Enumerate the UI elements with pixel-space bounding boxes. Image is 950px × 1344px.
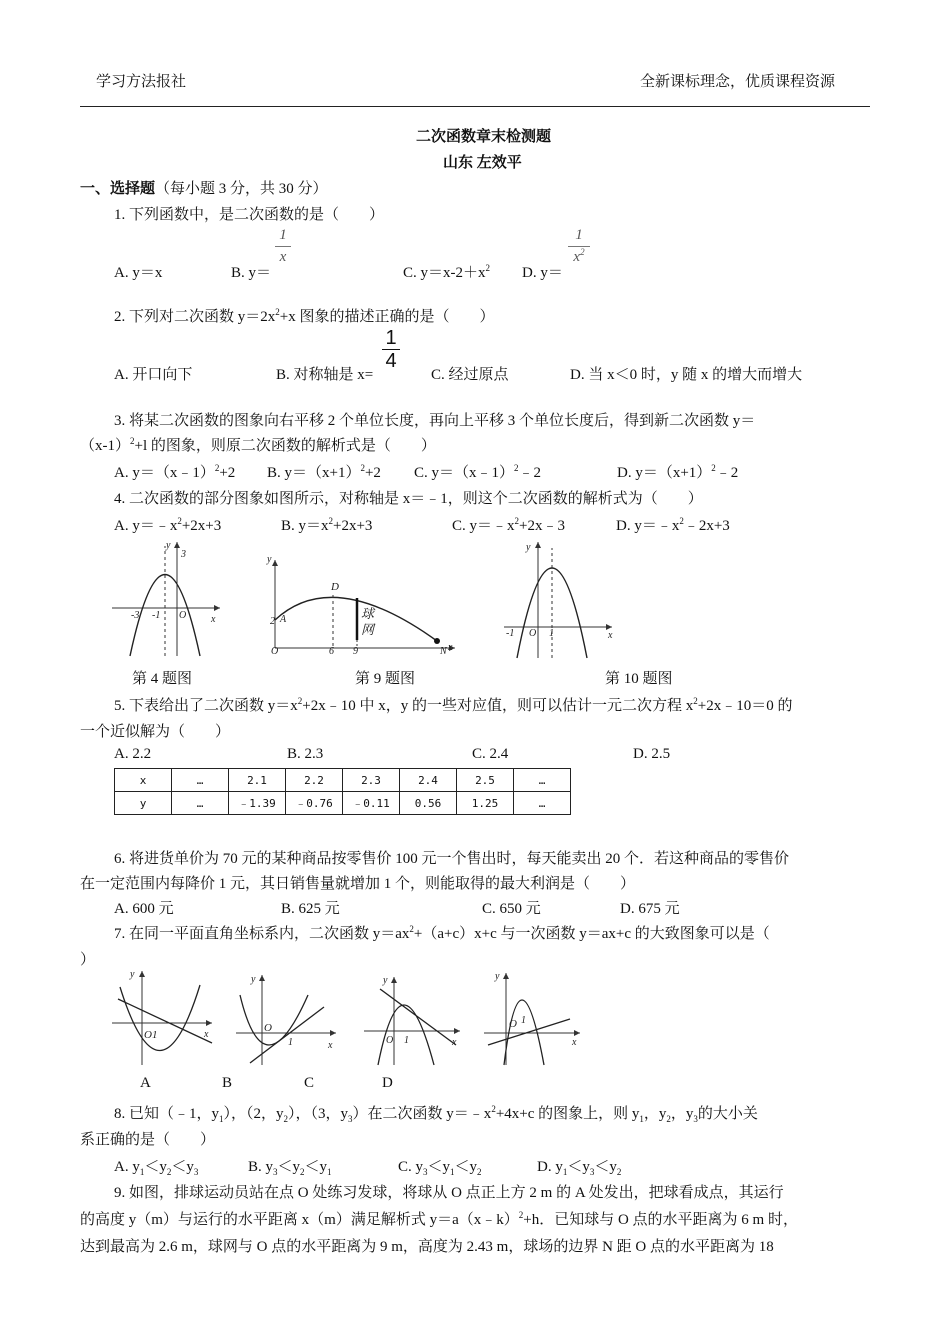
svg-text:x: x — [608, 630, 613, 641]
svg-text:N: N — [440, 646, 447, 657]
figure-q9 — [265, 550, 465, 658]
q5-option-d: D. 2.5 — [633, 746, 671, 762]
q8-option-d: D. $y_1<y_3<y_2$ — [537, 1159, 622, 1177]
svg-text:9: 9 — [353, 646, 358, 657]
svg-text:1: 1 — [404, 1035, 409, 1046]
q5-line2: 一个近似解为（ ） — [80, 724, 231, 740]
q4-option-d: D. $y=﹣x^2﹣2x+3$ — [616, 516, 730, 534]
q3-option-d: D. $y=(x+1)^2﹣2$ — [617, 463, 739, 481]
table-row-x — [115, 769, 571, 792]
svg-text:x: x — [452, 1037, 457, 1048]
q1-option-d: D. y＝ — [522, 265, 563, 281]
svg-text:x: x — [572, 1037, 577, 1048]
svg-text:y: y — [495, 971, 500, 982]
svg-text:1: 1 — [549, 628, 554, 639]
table-cell: ﹣0.11 — [343, 792, 400, 815]
svg-text:O: O — [179, 610, 187, 621]
q8-line2: 系正确的是（ ） — [80, 1132, 216, 1148]
svg-text:O: O — [529, 628, 537, 639]
table-cell: 2.5 — [457, 769, 514, 792]
table-cell: 2.3 — [343, 769, 400, 792]
publisher-name: 学习方法报社 — [96, 74, 187, 90]
figure-q10 — [500, 538, 620, 660]
q8-option-b: B. $y_3<y_2<y_1$ — [248, 1159, 332, 1177]
q1-fraction-b: 1 x — [275, 227, 291, 266]
figure-q7-b — [232, 965, 342, 1067]
q6-option-c: C. 650 元 — [482, 901, 541, 917]
doc-title: 二次函数章末检测题 — [416, 129, 552, 145]
q1-fraction-d: 1 $x^2$ — [568, 227, 590, 266]
q7-line1: 7. 在同一平面直角坐标系内，二次函数 $y=ax^2+(a+c)x+c$ 与一次函数 y＝ax+c 的大致图象可以是（ — [114, 924, 770, 942]
svg-text:2: 2 — [270, 616, 275, 627]
q5-line1: 5. 下表给出了二次函数 $y=x^2+2x﹣10$ 中 x，y 的一些对应值，则可以估计一元二次方程 $x^2+2x﹣10=0$ 的 — [114, 696, 793, 714]
q3-option-c: C. y＝（x﹣1）$^2$﹣2 — [414, 463, 542, 481]
q1-option-b: B. y＝ — [231, 265, 272, 281]
q7-line2: ） — [80, 952, 96, 968]
figure-q7-a — [108, 965, 218, 1067]
svg-text:x: x — [211, 614, 216, 625]
q7-label-c: C — [304, 1075, 315, 1091]
table-cell: … — [172, 769, 229, 792]
svg-text:y: y — [166, 540, 171, 551]
svg-text:1: 1 — [288, 1037, 293, 1048]
q9-line1: 9. 如图，排球运动员站在点 O 处练习发球，将球从 O 点正上方 2 m 的 A 处发出，把球看成点，其运行 — [114, 1185, 784, 1201]
table-cell: 1.25 — [457, 792, 514, 815]
q8-option-c: C. $y_3<y_1<y_2$ — [398, 1159, 482, 1177]
svg-text:1: 1 — [521, 1015, 526, 1026]
q3-line1: 3. 将某二次函数的图象向右平移 2 个单位长度，再向上平移 3 个单位长度后，得到新二次函数 y＝ — [114, 413, 756, 429]
svg-text:-1: -1 — [506, 628, 515, 639]
table-cell: 2.2 — [286, 769, 343, 792]
svg-text:O: O — [386, 1035, 394, 1046]
svg-text:O: O — [271, 646, 279, 657]
svg-text:网: 网 — [361, 622, 375, 637]
svg-text:y: y — [130, 969, 135, 980]
svg-text:A: A — [280, 614, 287, 625]
q6-option-d: D. 675 元 — [620, 901, 680, 917]
svg-text:6: 6 — [329, 646, 334, 657]
svg-text:y: y — [526, 542, 531, 553]
q4-stem: 4. 二次函数的部分图象如图所示，对称轴是 x＝﹣1，则这个二次函数的解析式为（ ） — [114, 491, 703, 507]
svg-text:y: y — [267, 554, 272, 565]
table-cell: y — [115, 792, 172, 815]
figure-q7-d — [480, 965, 585, 1067]
q6-line2: 在一定范围内每降价 1 元，其日销售量就增加 1 个，则能取得的最大利润是（ ） — [80, 876, 636, 892]
q2-fraction: 1 4 — [382, 328, 400, 371]
svg-text:O1: O1 — [144, 1029, 158, 1041]
q1-stem: 1. 下列函数中，是二次函数的是（ ） — [114, 207, 385, 223]
table-row-y — [115, 792, 571, 815]
q3-line2: $(x-1)^2+l$ 的图象，则原二次函数的解析式是（ ） — [80, 436, 436, 454]
figure-q4 — [108, 538, 228, 660]
q8-option-a: A. $y_1<y_2<y_3$ — [114, 1159, 199, 1177]
q5-option-a: A. 2.2 — [114, 746, 152, 762]
svg-text:x: x — [328, 1040, 333, 1051]
q6-option-b: B. 625 元 — [281, 901, 340, 917]
q6-option-a: A. 600 元 — [114, 901, 174, 917]
q4-option-b: B. $y=x^2+2x+3$ — [281, 516, 373, 534]
table-cell: 0.56 — [400, 792, 457, 815]
q2-option-b: B. 对称轴是 x= — [276, 367, 374, 383]
q7-label-a: A — [140, 1075, 151, 1091]
header-slogan: 全新课标理念，优质课程资源 — [640, 74, 836, 90]
table-cell: ﹣1.39 — [229, 792, 286, 815]
q5-option-b: B. 2.3 — [287, 746, 324, 762]
svg-text:3: 3 — [181, 549, 186, 560]
table-cell: … — [514, 792, 571, 815]
q6-line1: 6. 将进货单价为 70 元的某种商品按零售价 100 元一个售出时，每天能卖出 20 个．若这种商品的零售价 — [114, 851, 790, 867]
header-rule — [80, 106, 870, 107]
svg-text:O: O — [509, 1018, 517, 1030]
q5-value-table — [114, 768, 571, 815]
svg-text:x: x — [204, 1029, 209, 1040]
table-cell: … — [172, 792, 229, 815]
q2-stem: 2. 下列对二次函数 $y=2x^2+x$ 图象的描述正确的是（ ） — [114, 307, 495, 325]
q5-option-c: C. 2.4 — [472, 746, 509, 762]
svg-text:-1: -1 — [152, 610, 161, 621]
svg-text:D: D — [331, 581, 339, 593]
table-cell: x — [115, 769, 172, 792]
svg-text:球: 球 — [361, 606, 375, 621]
figure-q9-caption: 第 9 题图 — [355, 671, 416, 687]
q4-option-c: C. $y=﹣x^2+2x﹣3$ — [452, 516, 565, 534]
q9-line3: 达到最高为 2.6 m，球网与 O 点的水平距离为 9 m，高度为 2.43 m，球场的边界 N 距 O 点的水平距离为 18 — [80, 1239, 774, 1255]
q1-option-a: A. y＝x — [114, 265, 163, 281]
table-cell: … — [514, 769, 571, 792]
figure-q4-caption: 第 4 题图 — [132, 671, 193, 687]
q2-option-d: D. 当 x＜0 时，y 随 x 的增大而增大 — [570, 367, 803, 383]
q8-line1: 8. 已知（﹣1，$y_1$），（2，$y_2$），（3，$y_3$）在二次函数 $y=﹣x^2+4x+c$ 的图象上，则 $y_1$，$y_2$，$y_3$的大小关 — [114, 1104, 758, 1124]
q2-option-a: A. 开口向下 — [114, 367, 193, 383]
q3-option-a: A. y＝（x﹣1）$^2$+2 — [114, 463, 236, 481]
svg-text:O: O — [264, 1022, 272, 1034]
table-cell: 2.1 — [229, 769, 286, 792]
q2-option-c: C. 经过原点 — [431, 367, 509, 383]
svg-text:y: y — [383, 975, 388, 986]
svg-text:x: x — [448, 642, 453, 653]
svg-text:-3: -3 — [131, 610, 140, 621]
q7-label-d: D — [382, 1075, 393, 1091]
svg-text:y: y — [251, 974, 256, 985]
q3-option-b: B. $y=(x+1)^2+2$ — [267, 463, 381, 481]
figure-q7-c — [360, 965, 465, 1067]
q7-label-b: B — [222, 1075, 233, 1091]
figure-q10-caption: 第 10 题图 — [605, 671, 673, 687]
q4-option-a: A. $y=﹣x^2+2x+3$ — [114, 516, 222, 534]
q1-option-c: C. $y=x-2+x^2$ — [403, 263, 491, 281]
table-cell: 2.4 — [400, 769, 457, 792]
q9-line2: 的高度 y（m）与运行的水平距离 x（m）满足解析式 y＝a（x﹣k）$^2$+h．已知球与 O 点的水平距离为 6 m 时， — [80, 1210, 798, 1228]
section-heading: 一、选择题（每小题 3 分，共 30 分） — [80, 181, 328, 197]
doc-author: 山东 左效平 — [443, 155, 522, 171]
table-cell: ﹣0.76 — [286, 792, 343, 815]
